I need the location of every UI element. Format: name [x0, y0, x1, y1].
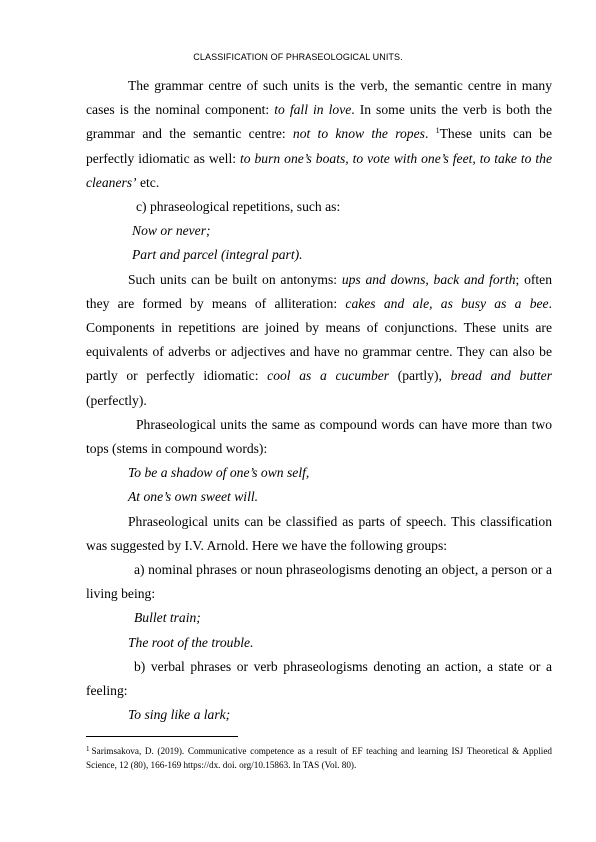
example-line: Part and parcel (integral part).: [132, 247, 303, 263]
example-italic: to fall in love: [274, 102, 352, 118]
footnote-number: 1: [86, 745, 90, 753]
text-run: . Components in repetitions are joined by means of conjunctions. These units are equivalents of adverbs or adjectives and have no grammar centre. They can also be partly or perfectly idiomatic:: [86, 295, 552, 384]
example-line: To be a shadow of one’s own self,: [128, 465, 310, 481]
text-run: . In some units the verb is both the grammar and the semantic centre:: [86, 102, 552, 142]
text-run: (partly),: [389, 368, 451, 384]
list-item-nominal: a) nominal phrases or noun phraseologisms denoting an object, a person or a living being:: [86, 562, 552, 602]
example-line: At one’s own sweet will.: [128, 489, 259, 505]
example-italic: bread and butter: [450, 368, 552, 384]
paragraph-compound-tops: Phraseological units the same as compound words can have more than two tops (stems in compound words):: [86, 416, 552, 457]
paragraph-verbal-units: [86, 74, 552, 195]
example-italic: cakes and ale, as busy as a bee: [345, 295, 549, 311]
text-run: (perfectly).: [86, 392, 147, 408]
paragraph-antonyms: [86, 268, 552, 413]
example-italic: not to know the ropes: [292, 126, 425, 142]
example-italic: ups and downs, back and forth: [341, 271, 516, 287]
footnote-separator: [86, 736, 238, 737]
paragraph-parts-of-speech: Phraseological units can be classified as parts of speech. This classification was suggested by I.V. Arnold. Here we have the following groups:: [86, 513, 552, 553]
footnote: [86, 744, 552, 772]
example-line: Bullet train;: [134, 610, 201, 626]
text-run: etc.: [136, 174, 160, 190]
text-run: Such units can be built on antonyms:: [128, 271, 342, 287]
text-run: The grammar centre of such units is the verb, the semantic centre in many cases is the nominal component:: [86, 78, 552, 118]
example-line: The root of the trouble.: [128, 634, 254, 650]
running-header: CLASSIFICATION OF PHRASEOLOGICAL UNITS.: [193, 52, 403, 62]
text-run: .: [424, 126, 436, 142]
list-item-verbal: b) verbal phrases or verb phraseologisms denoting an action, a state or a feeling:: [86, 658, 552, 699]
body-text: [86, 74, 552, 727]
example-italic: cool as a cucumber: [267, 368, 390, 384]
text-run: These units can be perfectly idiomatic as well:: [86, 126, 552, 166]
example-line: Now or never;: [132, 223, 211, 239]
example-italic: to burn one’s boats, to vote with one’s feet, to take to the cleaners’: [86, 150, 552, 190]
text-run: ; often they are formed by means of alliteration:: [86, 271, 553, 311]
footnote-reference[interactable]: 1: [435, 126, 440, 136]
list-item-repetitions: c) phraseological repetitions, such as:: [136, 199, 341, 215]
example-line: To sing like a lark;: [128, 707, 231, 723]
footnote-text: Sarimsakova, D. (2019). Communicative competence as a result of EF teaching and learning ISJ Theoretical & Applied Science, 12 (80), 166-169 https://dx. doi. org/10.15863. In TAS (Vol. 80).: [86, 746, 552, 770]
